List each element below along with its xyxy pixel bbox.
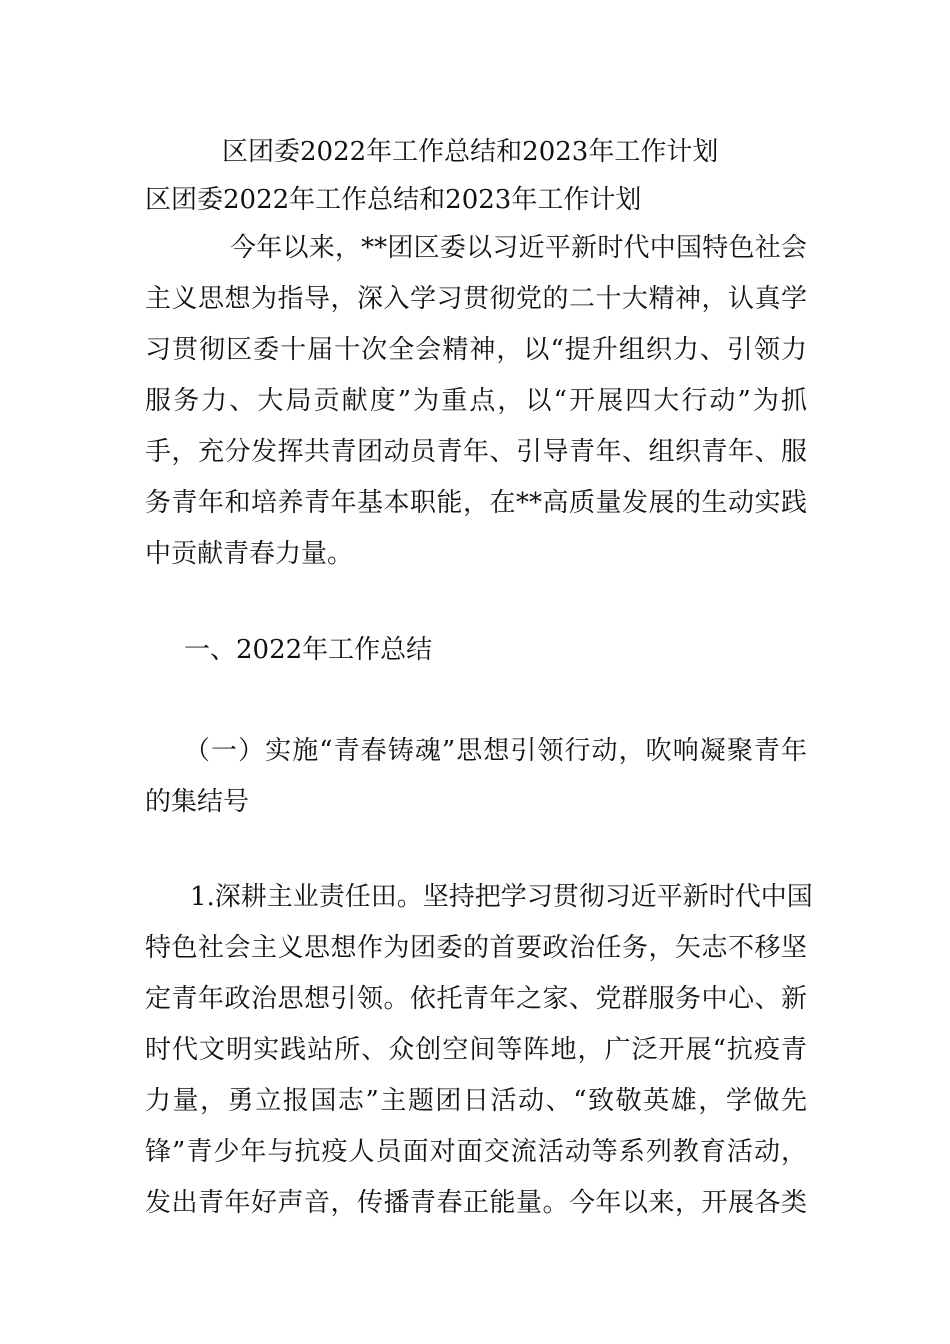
document-title-centered: 区团委2022年工作总结和2023年工作计划 — [222, 137, 719, 167]
intro-line: 习贯彻区委十届十次全会精神，以“提升组织力、引领力 — [145, 335, 807, 365]
item-line: 发出青年好声音，传播青春正能量。今年以来，开展各类 — [145, 1188, 807, 1218]
document-title: 区团委2022年工作总结和2023年工作计划 — [145, 185, 642, 215]
intro-line: 服务力、大局贡献度”为重点，以“开展四大行动”为抓 — [145, 386, 807, 416]
intro-line: 今年以来，**团区委以习近平新时代中国特色社会 — [230, 233, 807, 263]
intro-line: 主义思想为指导，深入学习贯彻党的二十大精神，认真学 — [145, 284, 807, 314]
item-line: 定青年政治思想引领。依托青年之家、党群服务中心、新 — [145, 984, 807, 1014]
intro-line: 手，充分发挥共青团动员青年、引导青年、组织青年、服 — [145, 437, 807, 467]
intro-line: 务青年和培养青年基本职能，在**高质量发展的生动实践 — [145, 488, 807, 518]
subsection-line: 的集结号 — [145, 787, 250, 817]
subsection-line: （一）实施“青春铸魂”思想引领行动，吹响凝聚青年 — [184, 736, 807, 766]
section-heading: 一、2022年工作总结 — [184, 635, 433, 665]
item-line: 特色社会主义思想作为团委的首要政治任务，矢志不移坚 — [145, 933, 807, 963]
item-line: 1.深耕主业责任田。坚持把学习贯彻习近平新时代中国 — [190, 882, 813, 912]
item-line: 力量，勇立报国志”主题团日活动、“致敬英雄，学做先 — [145, 1086, 807, 1116]
item-line: 锋”青少年与抗疫人员面对面交流活动等系列教育活动， — [145, 1137, 807, 1167]
intro-line: 中贡献青春力量。 — [145, 539, 354, 569]
item-line: 时代文明实践站所、众创空间等阵地，广泛开展“抗疫青 — [145, 1035, 807, 1065]
